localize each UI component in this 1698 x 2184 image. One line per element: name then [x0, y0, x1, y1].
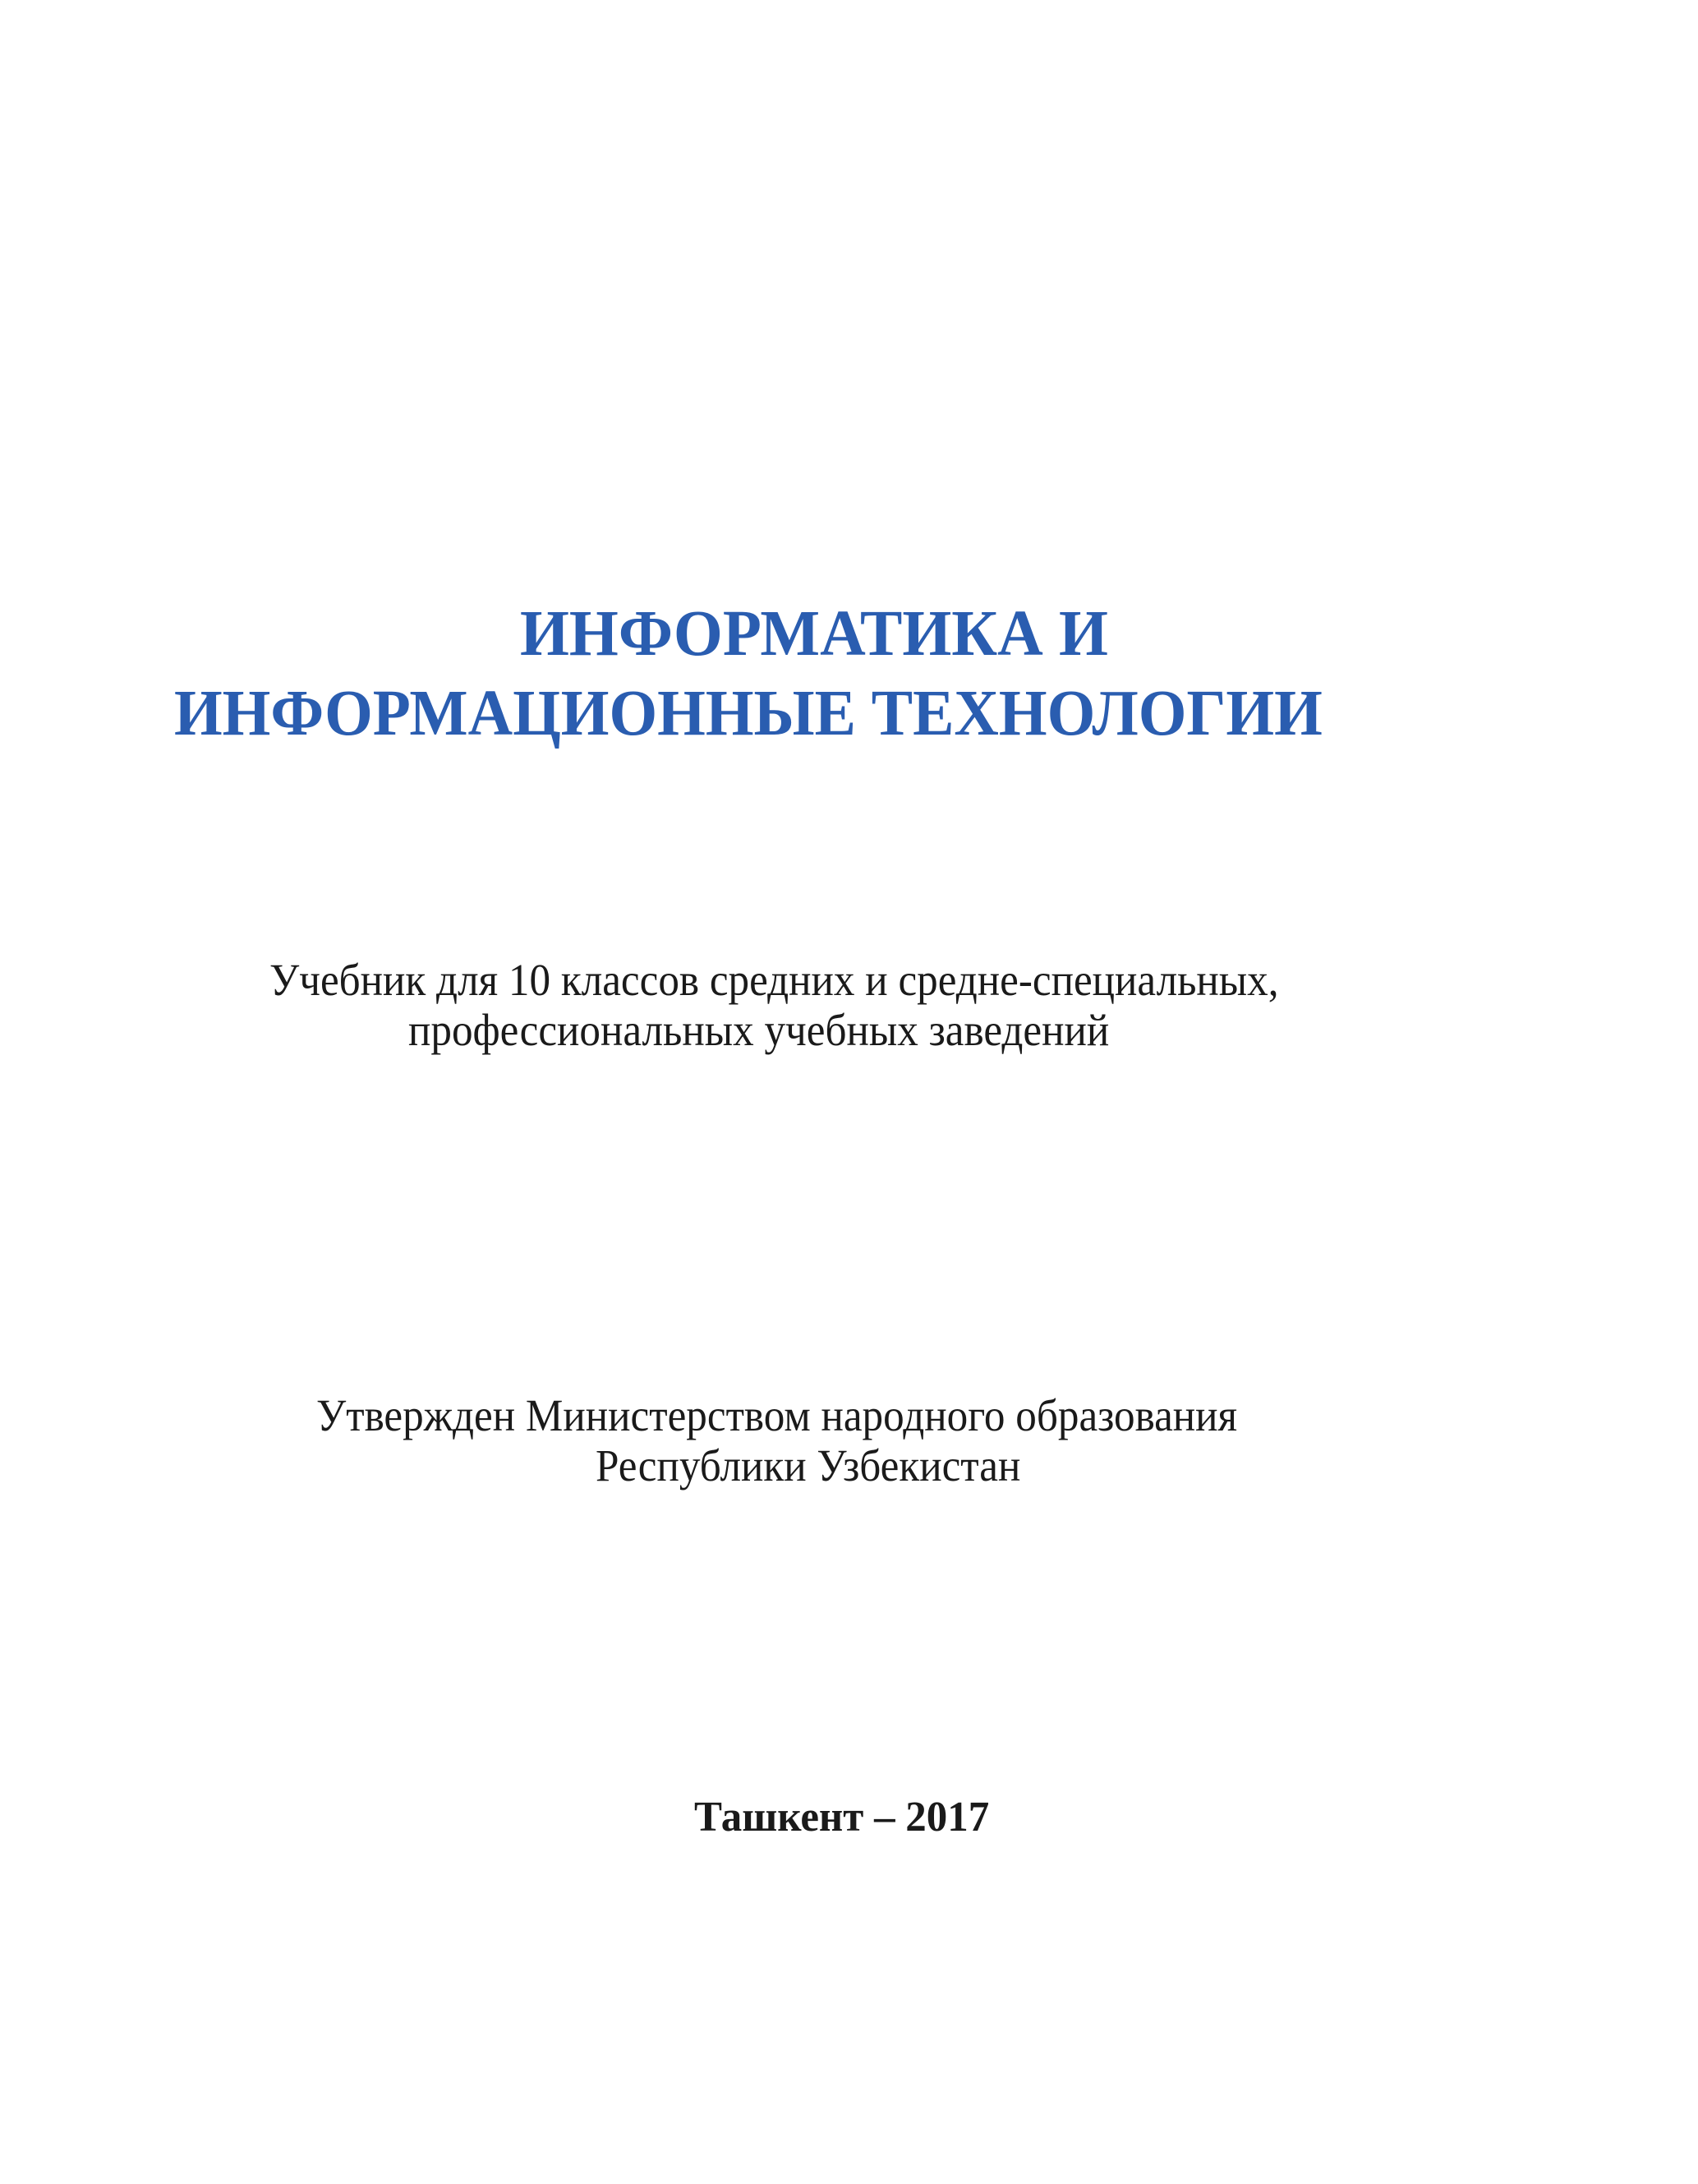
- city-year-imprint: Ташкент – 2017: [694, 1794, 990, 1841]
- book-title-line-1: ИНФОРМАТИКА И: [520, 598, 1108, 670]
- subtitle-line-2: профессиональных учебных заведений: [408, 1005, 1110, 1055]
- subtitle-line-1: Учебник для 10 классов средних и средне-специальных,: [269, 955, 1279, 1005]
- approval-line-1: Утвержден Министерством народного образования: [316, 1390, 1238, 1440]
- approval-line-2: Республики Узбекистан: [596, 1440, 1021, 1491]
- book-title-line-2: ИНФОРМАЦИОННЫЕ ТЕХНОЛОГИИ: [174, 678, 1323, 749]
